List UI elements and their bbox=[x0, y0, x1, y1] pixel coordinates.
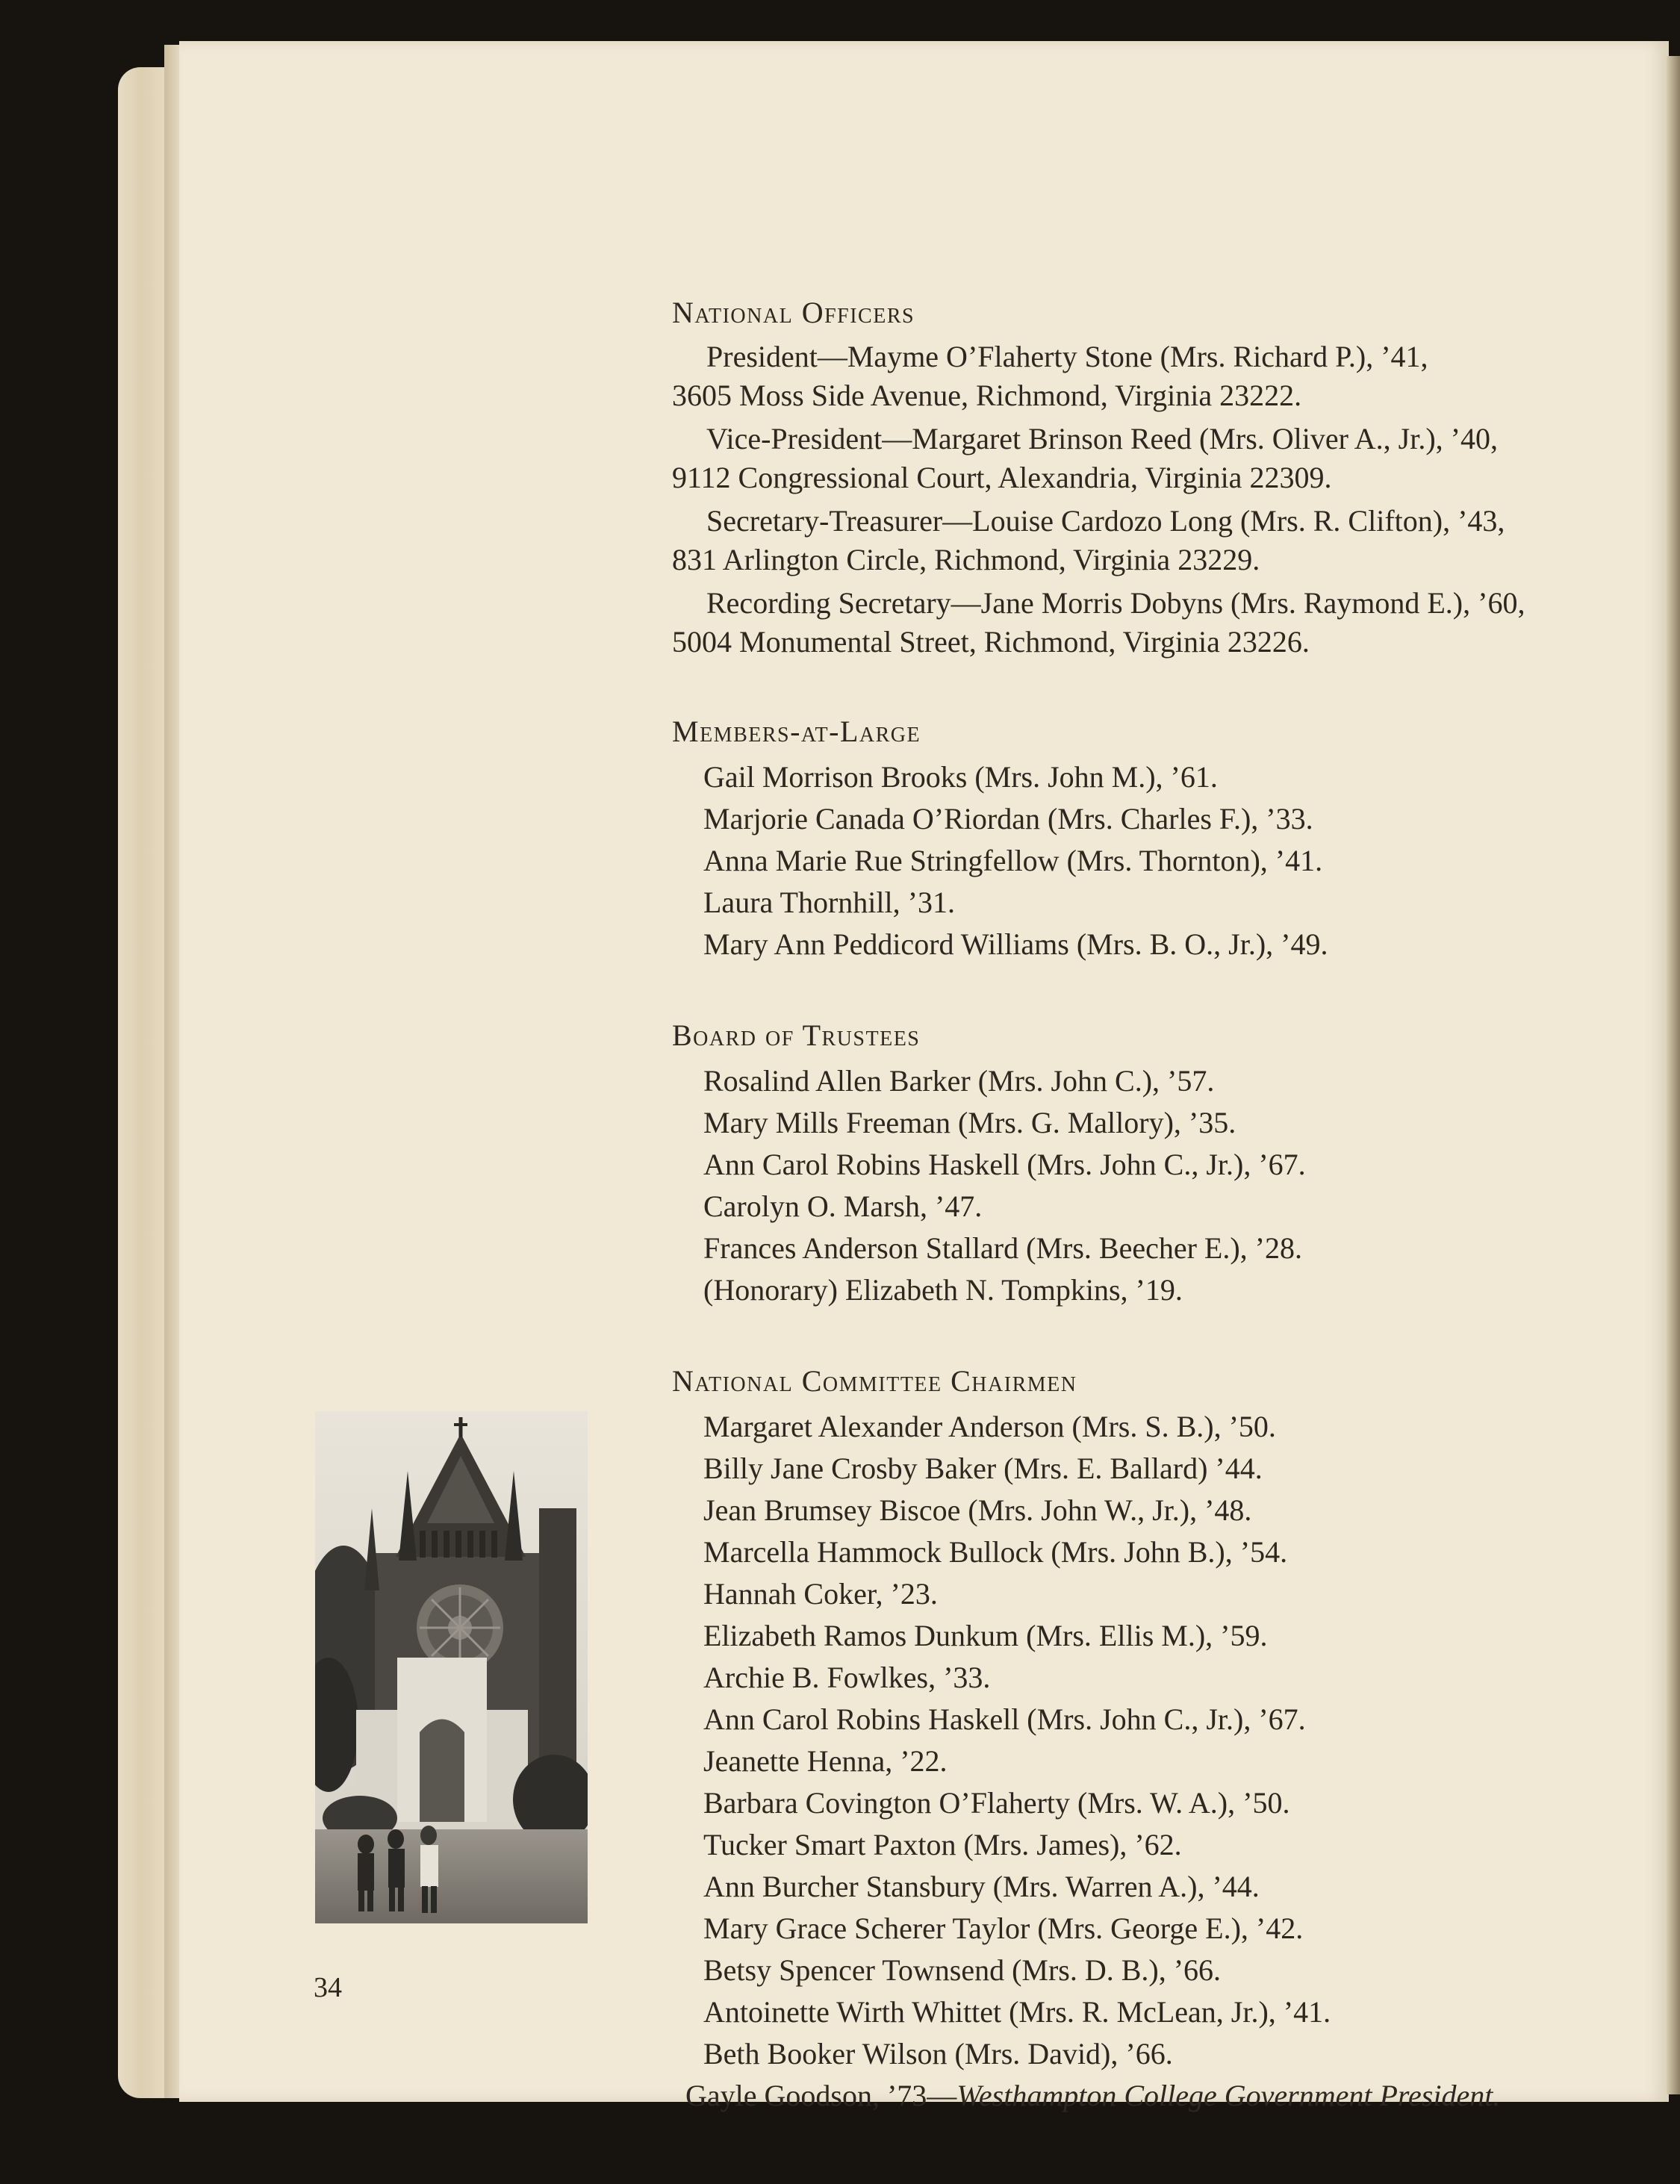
list-item: Ann Carol Robins Haskell (Mrs. John C., Jr.), ’67. bbox=[703, 1148, 1306, 1181]
list-item: Tucker Smart Paxton (Mrs. James), ’62. bbox=[703, 1828, 1182, 1861]
officer-address: 831 Arlington Circle, Richmond, Virginia 23229. bbox=[672, 543, 1260, 576]
chapel-photograph bbox=[315, 1411, 588, 1923]
officer-line: Vice-President—Margaret Brinson Reed (Mrs. Oliver A., Jr.), ’40, bbox=[706, 422, 1498, 455]
list-item: Mary Mills Freeman (Mrs. G. Mallory), ’35. bbox=[703, 1106, 1236, 1139]
officer-line: Secretary-Treasurer—Louise Cardozo Long (Mrs. R. Clifton), ’43, bbox=[706, 504, 1505, 538]
officer-line: President—Mayme O’Flaherty Stone (Mrs. Richard P.), ’41, bbox=[706, 340, 1428, 373]
list-item: Ann Carol Robins Haskell (Mrs. John C., Jr.), ’67. bbox=[703, 1702, 1306, 1736]
list-item: Beth Booker Wilson (Mrs. David), ’66. bbox=[703, 2037, 1173, 2071]
page-number: 34 bbox=[314, 1972, 342, 2003]
page-right-edge bbox=[1667, 56, 1680, 2094]
list-item-role: Westhampton College Government President. bbox=[956, 2079, 1501, 2112]
list-item: Laura Thornhill, ’31. bbox=[703, 886, 955, 919]
list-item: Jean Brumsey Biscoe (Mrs. John W., Jr.), ’48. bbox=[703, 1493, 1252, 1527]
list-item: Elizabeth Ramos Dunkum (Mrs. Ellis M.), ’59. bbox=[703, 1619, 1268, 1652]
list-item: Frances Anderson Stallard (Mrs. Beecher E.), ’28. bbox=[703, 1231, 1302, 1265]
national-committee-chairmen-heading: National Committee Chairmen bbox=[672, 1364, 1077, 1398]
list-item-last bbox=[672, 2075, 1613, 2117]
list-item: (Honorary) Elizabeth N. Tompkins, ’19. bbox=[703, 1273, 1183, 1307]
national-officers-section bbox=[672, 295, 1613, 662]
list-item: Gail Morrison Brooks (Mrs. John M.), ’61. bbox=[703, 760, 1218, 794]
list-item: Barbara Covington O’Flaherty (Mrs. W. A.), ’50. bbox=[703, 1786, 1290, 1820]
list-item: Ann Burcher Stansbury (Mrs. Warren A.), ’44. bbox=[703, 1870, 1260, 1903]
officer-entry bbox=[672, 584, 1613, 662]
officer-address: 9112 Congressional Court, Alexandria, Virginia 22309. bbox=[672, 461, 1332, 494]
officer-entry bbox=[672, 502, 1613, 579]
officer-entry bbox=[672, 337, 1613, 415]
members-at-large-heading: Members-at-Large bbox=[672, 715, 921, 748]
list-item: Anna Marie Rue Stringfellow (Mrs. Thornton), ’41. bbox=[703, 844, 1323, 877]
list-item: Rosalind Allen Barker (Mrs. John C.), ’57. bbox=[703, 1064, 1215, 1098]
list-item: Betsy Spencer Townsend (Mrs. D. B.), ’66. bbox=[703, 1953, 1222, 1987]
national-committee-chairmen-section bbox=[672, 1363, 1613, 2117]
list-item: Archie B. Fowlkes, ’33. bbox=[703, 1661, 991, 1694]
list-item: Mary Grace Scherer Taylor (Mrs. George E.), ’42. bbox=[703, 1911, 1304, 1945]
list-item: Hannah Coker, ’23. bbox=[703, 1577, 938, 1611]
list-item: Margaret Alexander Anderson (Mrs. S. B.), ’50. bbox=[703, 1410, 1276, 1443]
page-content bbox=[672, 295, 1613, 2117]
officer-address: 5004 Monumental Street, Richmond, Virginia 23226. bbox=[672, 625, 1310, 659]
list-item: Antoinette Wirth Whittet (Mrs. R. McLean, Jr.), ’41. bbox=[703, 1995, 1331, 2029]
list-item: Carolyn O. Marsh, ’47. bbox=[703, 1189, 983, 1223]
board-of-trustees-heading: Board of Trustees bbox=[672, 1018, 921, 1052]
officer-address: 3605 Moss Side Avenue, Richmond, Virginia 23222. bbox=[672, 379, 1302, 412]
members-at-large-section bbox=[672, 714, 1613, 965]
officer-entry bbox=[672, 420, 1613, 497]
list-item: Marcella Hammock Bullock (Mrs. John B.), ’54. bbox=[703, 1535, 1288, 1569]
list-item: Billy Jane Crosby Baker (Mrs. E. Ballard) ’44. bbox=[703, 1452, 1263, 1485]
list-item: Mary Ann Peddicord Williams (Mrs. B. O., Jr.), ’49. bbox=[703, 927, 1328, 961]
list-item: Marjorie Canada O’Riordan (Mrs. Charles F.), ’33. bbox=[703, 802, 1313, 836]
officer-line: Recording Secretary—Jane Morris Dobyns (Mrs. Raymond E.), ’60, bbox=[706, 586, 1525, 620]
national-officers-heading: National Officers bbox=[672, 296, 915, 329]
list-item: Jeanette Henna, ’22. bbox=[703, 1744, 948, 1778]
list-item-name: Gayle Goodson, ’73— bbox=[685, 2079, 957, 2112]
board-of-trustees-section bbox=[672, 1018, 1613, 1311]
